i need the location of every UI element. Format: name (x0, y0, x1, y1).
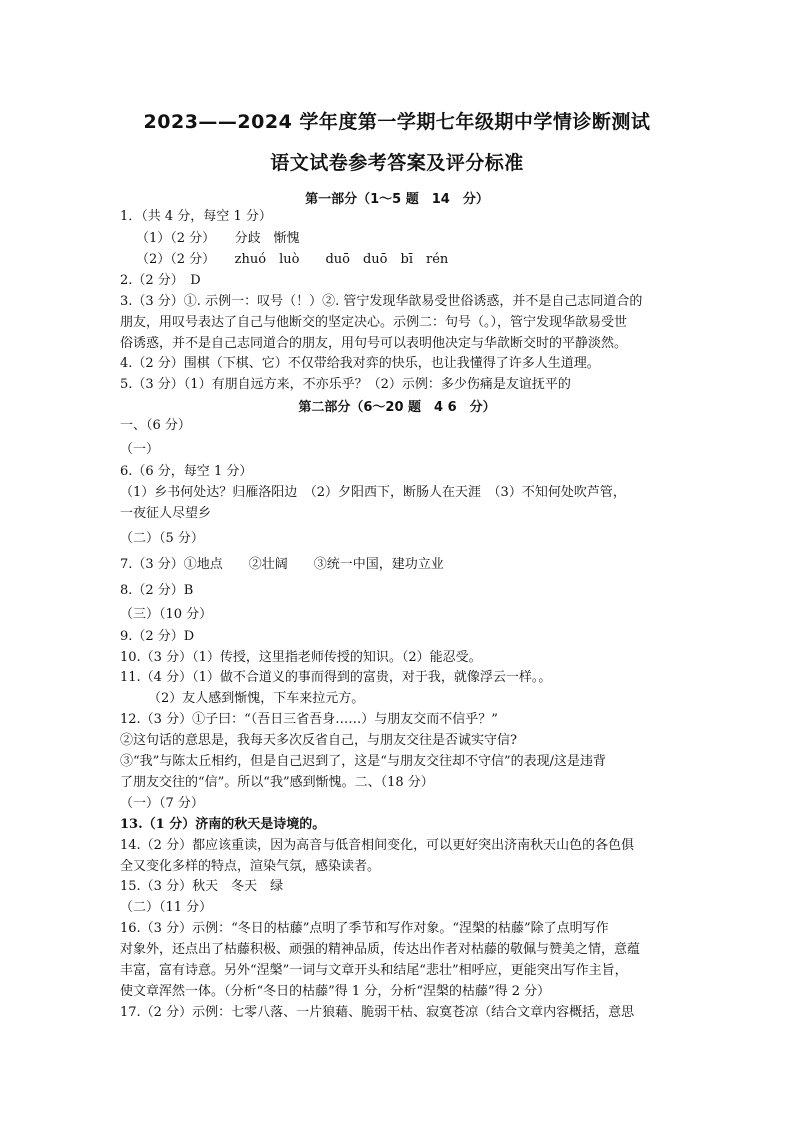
text-line: 5.（3 分）（1）有朋自远方来，不亦乐乎？（2）示例：多少伤痛是友谊抚平的 (120, 377, 571, 392)
text-line: 朋友，用叹号表达了自己与他断交的坚定决心。示例二：句号（。），管宁发现华歆易受世 (120, 315, 628, 330)
text-line: （二）（11 分） (120, 900, 213, 915)
text-line: 11.（4 分）（1）做不合道义的事而得到的富贵，对于我，就像浮云一样。。 (120, 670, 552, 685)
text-line: 17.（2 分）示例：七零八落、一片狼藉、脆弱干枯、寂寞苍凉（结合文章内容概括，意思 (120, 1005, 635, 1020)
text-line: 12.（3 分）①子曰：“（吾日三省吾身……）与朋友交而不信乎？” (120, 712, 498, 727)
text-line: 6.（6 分，每空 1 分） (120, 464, 253, 479)
text-line: 4.（2 分）围棋（下棋、它）不仅带给我对弈的快乐，也让我懂得了许多人生道理。 (120, 356, 600, 371)
part2-heading: 第二部分（6～20 题 4 6 分） (298, 400, 496, 415)
text-line: 13.（1 分）济南的秋天是诗境的。 (120, 817, 326, 832)
text-line: 16.（3 分）示例：“冬日的枯藤”点明了季节和写作对象。“涅槃的枯藤”除了点明写作 (120, 921, 609, 936)
text-line: 一夜征人尽望乡 (120, 506, 212, 521)
text-line: ②这句话的意思是，我每天多次反省自己，与朋友交往是否诚实守信? (120, 733, 517, 748)
text-line: 7.（3 分）①地点 ②壮阔 ③统一中国，建功立业 (120, 557, 444, 572)
text-line: 对象外，还点出了枯藤积极、顽强的精神品质，传达出作者对枯藤的敬佩与赞美之情，意蕴 (120, 942, 641, 957)
text-line: （1）（2 分） 分歧 惭愧 (136, 231, 300, 246)
text-line: 2.（2 分） D (120, 273, 201, 288)
answer-key-title: 语文试卷参考答案及评分标准 (270, 152, 524, 174)
text-line: 3.（3 分）①. 示例一：叹号（！）②. 管宁发现华歆易受世俗诱惑，并不是自己志同道合的 (120, 294, 643, 309)
text-line: （2）（2 分） zhuó luò duō duō bī rén (136, 252, 449, 267)
text-line: （一） (120, 442, 160, 457)
text-line: （一）（7 分） (120, 796, 204, 811)
text-line: （2）友人感到惭愧，下车来拉元方。 (148, 691, 365, 706)
text-line: 俗诱惑，并不是自己志同道合的朋友，用句号可以表明他决定与华歆断交时的平静淡然。 (120, 336, 628, 351)
text-line: 14.（2 分）都应该重读，因为高音与低音相间变化，可以更好突出济南秋天山色的各色俱 (120, 838, 635, 853)
text-line: 全又变化多样的特点，渲染气氛，感染读者。 (120, 859, 381, 874)
text-line: 使文章浑然一体。（分析“冬日的枯藤”得 1 分，分析“涅槃的枯藤”得 2 分） (120, 984, 551, 999)
text-line: 8.（2 分）B (120, 583, 194, 598)
text-line: （二）（5 分） (120, 531, 204, 546)
part1-heading: 第一部分（1～5 题 14 分） (305, 192, 489, 207)
text-line: （三）（10 分） (120, 607, 213, 622)
text-line: 1．（共 4 分，每空 1 分） (120, 209, 272, 224)
exam-title: 2023——2024 学年度第一学期七年级期中学情诊断测试 (143, 111, 651, 133)
text-line: 了朋友交往的“信”。所以“我”感到惭愧。二、（18 分） (120, 775, 434, 790)
text-line: 一、（6 分） (120, 418, 191, 433)
text-line: 15.（3 分）秋天 冬天 绿 (120, 879, 284, 894)
text-line: （1）乡书何处达？归雁洛阳边 （2）夕阳西下，断肠人在天涯 （3）不知何处吹芦管， (120, 485, 626, 500)
text-line: 丰富，富有诗意。另外“涅槃”一词与文章开头和结尾“悲壮”相呼应，更能突出写作主旨， (120, 963, 628, 978)
text-line: 10.（3 分）（1）传授，这里指老师传授的知识。（2）能忍受。 (120, 650, 482, 665)
text-line: 9.（2 分）D (120, 629, 195, 644)
text-line: ③“我”与陈太丘相约，但是自己迟到了，这是“与朋友交往却不守信”的表现/这是违背 (120, 754, 606, 769)
